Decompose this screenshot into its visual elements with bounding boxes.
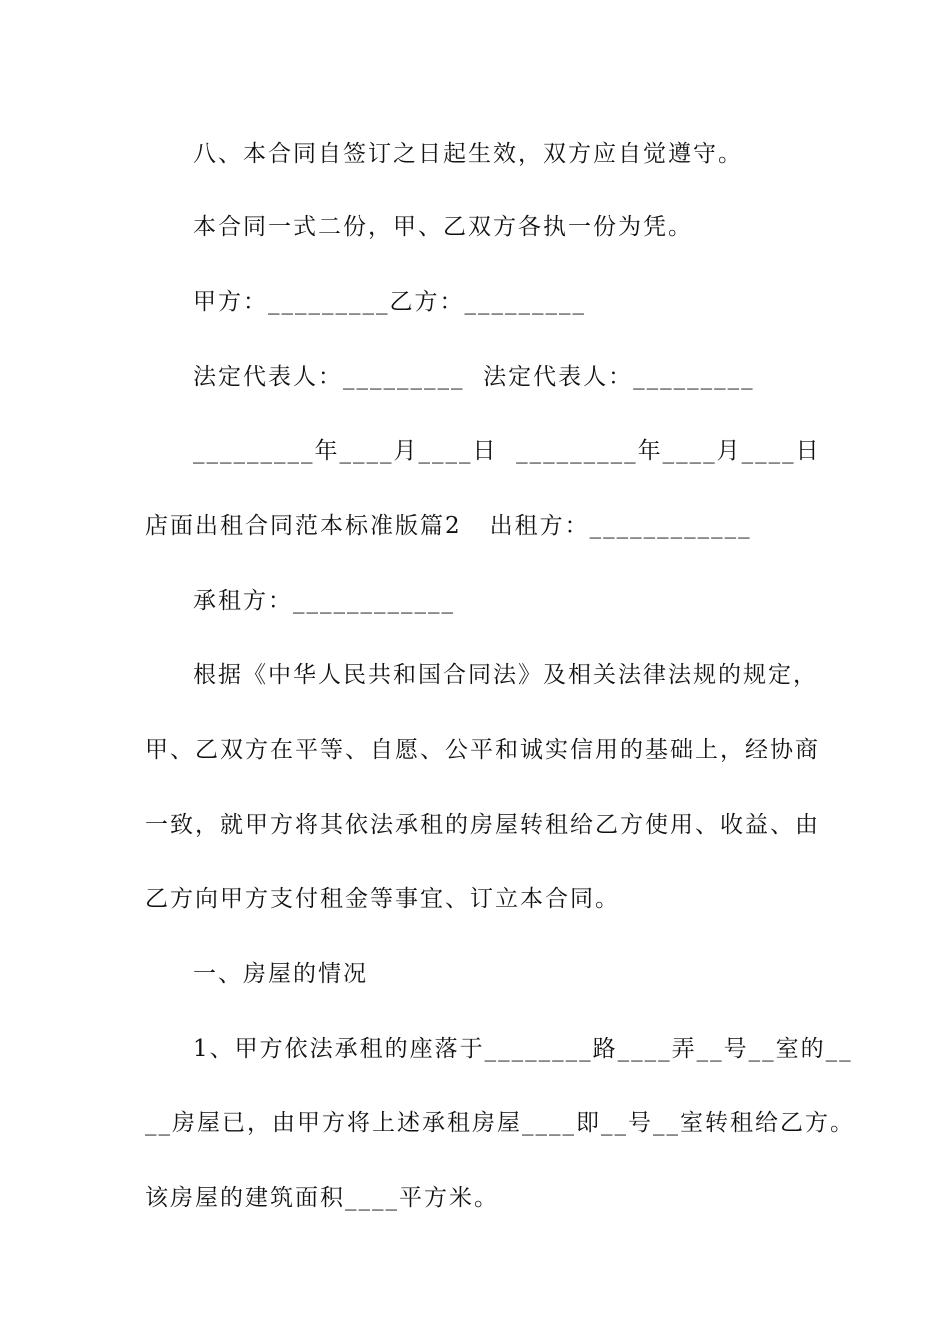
clause-1-line-1: 1、甲方依法承租的座落于________路____弄__号__室的__: [193, 1036, 853, 1062]
preamble-line-1: 根据《中华人民共和国合同法》及相关法律法规的规定，: [193, 662, 818, 688]
preamble-line-2: 甲、乙双方在平等、自愿、公平和诚实信用的基础上，经协商: [145, 737, 820, 763]
section-title-lessor: 店面出租合同范本标准版篇2 出租方：____________: [145, 513, 752, 539]
clause-1-line-2: __房屋已，由甲方将上述承租房屋____即__号__室转租给乙方。: [145, 1110, 855, 1136]
clause-1-line-3: 该房屋的建筑面积____平方米。: [145, 1185, 499, 1211]
heading-house-condition: 一、房屋的情况: [193, 961, 368, 987]
preamble-line-4: 乙方向甲方支付租金等事宜、订立本合同。: [145, 886, 620, 912]
legal-representative-line: 法定代表人：_________ 法定代表人：_________: [193, 364, 755, 390]
preamble-line-3: 一致，就甲方将其依法承租的房屋转租给乙方使用、收益、由: [145, 812, 820, 838]
clause-8-effective: 八、本合同自签订之日起生效，双方应自觉遵守。: [193, 141, 743, 167]
date-line: _________年____月____日 _________年____月____日: [193, 438, 821, 464]
copies-statement: 本合同一式二份，甲、乙双方各执一份为凭。: [193, 214, 693, 240]
party-signature-line: 甲方：_________乙方：_________: [193, 289, 586, 315]
lessee-line: 承租方：____________: [193, 588, 455, 614]
